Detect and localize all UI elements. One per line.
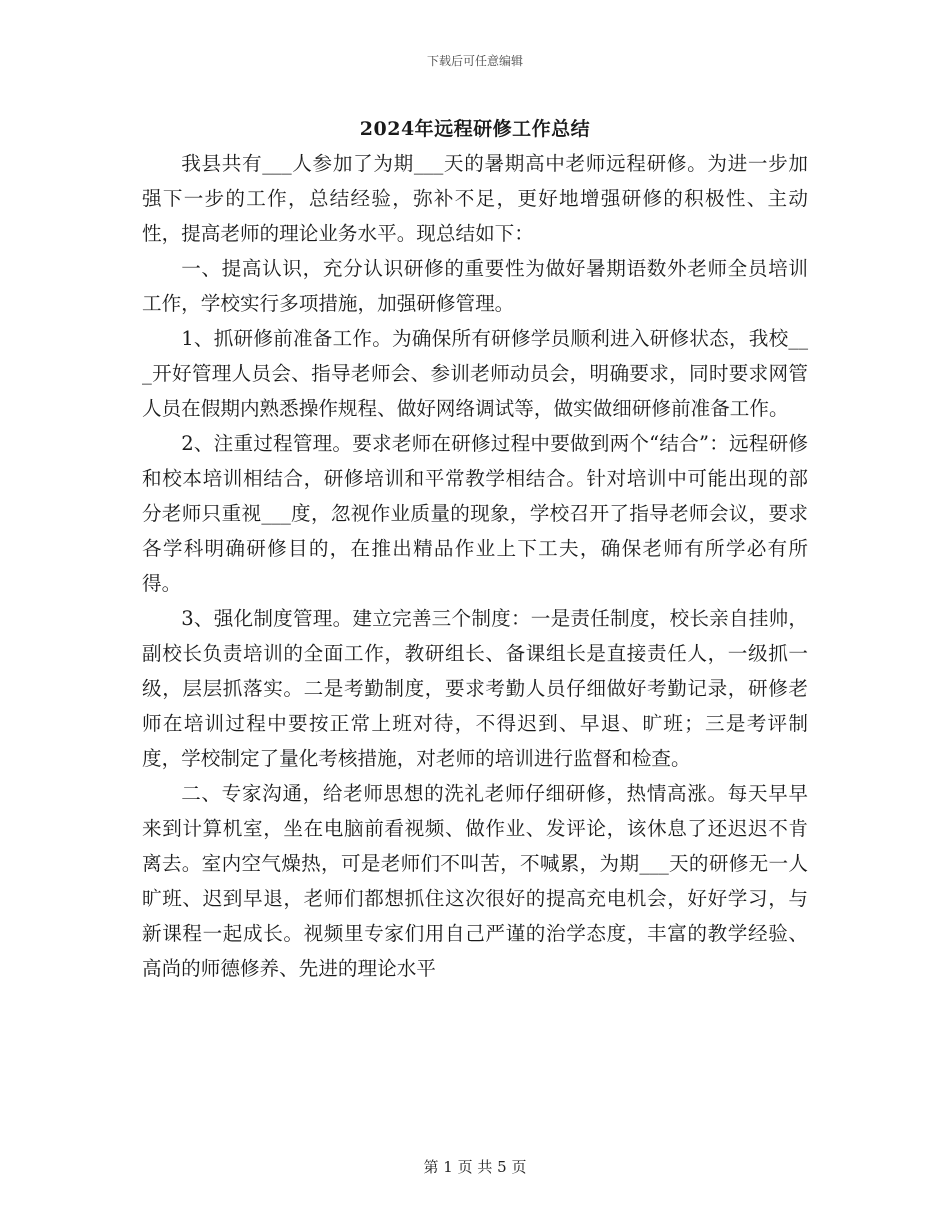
document-body (142, 146, 808, 986)
header-note: 下载后可任意编辑 (426, 54, 523, 68)
paragraph-section-2: 二、专家沟通，给老师思想的洗礼老师仔细研修，热情高涨。每天早早来到计算机室，坐在电脑前看视频、做作业、发评论，该休息了还迟迟不肯离去。室内空气燥热，可是老师们不叫苦，不喊累，为期___天的研修无一人旷班、迟到早退，老师们都想抓住这次很好的提高充电机会，好好学习，与新课程一起成长。视频里专家们用自己严谨的治学态度，丰富的教学经验、高尚的师德修养、先进的理论水平 (142, 782, 808, 980)
page-footer: 第 1 页 共 5 页 (423, 1158, 527, 1176)
paragraph-item-3: 3、强化制度管理。建立完善三个制度：一是责任制度，校长亲自挂帅，副校长负责培训的全面工作，教研组长、备课组长是直接责任人，一级抓一级，层层抓落实。二是考勤制度，要求考勤人员仔细做好考勤记录，研修老师在培训过程中要按正常上班对待，不得迟到、早退、旷班；三是考评制度，学校制定了量化考核措施，对老师的培训进行监督和检查。 (142, 607, 808, 770)
paragraph-item-1: 1、抓研修前准备工作。为确保所有研修学员顺利进入研修状态，我校___开好管理人员会、指导老师会、参训老师动员会，明确要求，同时要求网管人员在假期内熟悉操作规程、做好网络调试等，做实做细研修前准备工作。 (142, 327, 808, 420)
page-title: 2024年远程研修工作总结 (359, 118, 591, 140)
paragraph-section-1: 一、提高认识，充分认识研修的重要性为做好暑期语数外老师全员培训工作，学校实行多项措施，加强研修管理。 (142, 257, 808, 315)
paragraph-intro: 我县共有___人参加了为期___天的暑期高中老师远程研修。为进一步加强下一步的工作，总结经验，弥补不足，更好地增强研修的积极性、主动性，提高老师的理论业务水平。现总结如下： (142, 152, 808, 245)
paragraph-item-2: 2、注重过程管理。要求老师在研修过程中要做到两个“结合”：远程研修和校本培训相结合，研修培训和平常教学相结合。针对培训中可能出现的部分老师只重视___度，忽视作业质量的现象，学校召开了指导老师会议，要求各学科明确研修目的，在推出精品作业上下工夫，确保老师有所学必有所得。 (142, 432, 808, 595)
